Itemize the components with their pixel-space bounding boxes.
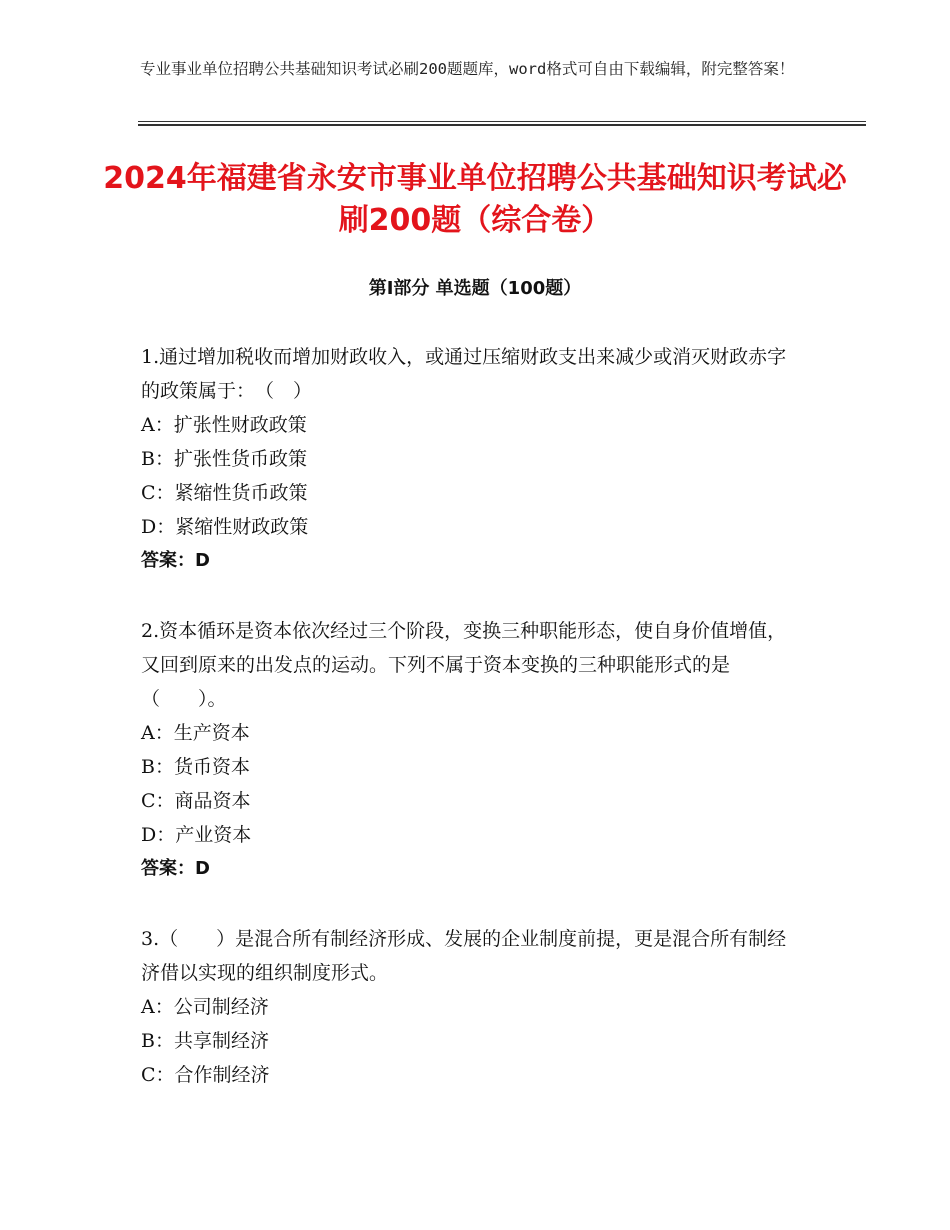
question-stem: 1.通过增加税收而增加财政收入，或通过压缩财政支出来减少或消灭财政赤字的政策属于： （ ） xyxy=(141,346,787,402)
question-stem: 2.资本循环是资本依次经过三个阶段，变换三种职能形态，使自身价值增值，又回到原来的出发点的运动。下列不属于资本变换的三种职能形式的是（ ）。 xyxy=(141,620,787,710)
option-c: C：合作制经济 xyxy=(141,1064,270,1086)
answer-label: 答案：D xyxy=(141,858,210,879)
question-3 xyxy=(141,922,801,1092)
option-a: A：扩张性财政政策 xyxy=(141,414,307,436)
option-c: C：紧缩性货币政策 xyxy=(141,482,308,504)
question-stem: 3.（ ）是混合所有制经济形成、发展的企业制度前提，更是混合所有制经济借以实现的组织制度形式。 xyxy=(141,928,787,984)
option-c: C：商品资本 xyxy=(141,790,251,812)
section-heading: 第Ⅰ部分 单选题（100题） xyxy=(368,278,582,299)
header-note: 专业事业单位招聘公共基础知识考试必刷200题题库，word格式可自由下载编辑，附完整答案！ xyxy=(140,60,795,78)
answer-label: 答案：D xyxy=(141,550,210,571)
option-b: B：货币资本 xyxy=(141,756,250,778)
option-d: D：紧缩性财政政策 xyxy=(141,516,309,538)
option-d: D：产业资本 xyxy=(141,824,252,846)
option-a: A：公司制经济 xyxy=(141,996,269,1018)
question-1 xyxy=(141,340,801,578)
header-divider-thick xyxy=(138,124,866,126)
question-2 xyxy=(141,614,801,886)
option-b: B：共享制经济 xyxy=(141,1030,269,1052)
option-b: B：扩张性货币政策 xyxy=(141,448,307,470)
header-divider-thin xyxy=(138,121,866,122)
document-title: 2024年福建省永安市事业单位招聘公共基础知识考试必刷200题（综合卷） xyxy=(103,161,847,238)
option-a: A：生产资本 xyxy=(141,722,250,744)
